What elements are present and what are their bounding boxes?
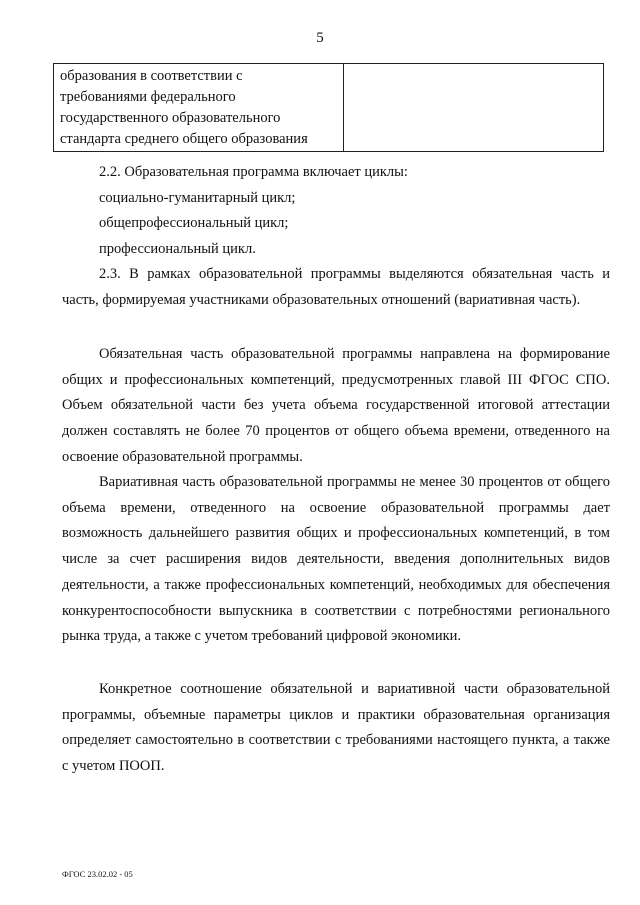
table-line: государственного образовательного — [60, 110, 281, 126]
cycle-item: профессиональный цикл. — [99, 241, 256, 258]
table-cell-left — [54, 64, 344, 152]
ratio-block — [62, 677, 610, 780]
paragraph-mandatory: Обязательная часть образовательной программы направлена на формирование общих и профессиональных компетенций, предусмотренных главой III ФГОС СПО. Объем обязательной части без учета объема государственной итоговой аттестации должен составлять не более 70 процентов от общего объема времени, отведенного на освоение образовательной программы. — [62, 346, 610, 465]
continuation-table — [53, 63, 604, 152]
table-line: образования в соответствии с — [60, 68, 243, 84]
cycle-item: социально-гуманитарный цикл; — [99, 189, 296, 206]
table-cell-right — [344, 64, 604, 152]
section-2-2 — [62, 160, 610, 263]
paragraph-ratio: Конкретное соотношение обязательной и вариативной части образовательной программы, объемные параметры циклов и практики образовательная организация определяет самостоятельно в соответствии с требованиями настоящего пункта, а также с учетом ПООП. — [62, 681, 610, 775]
footer-code: ФГОС 23.02.02 - 05 — [62, 869, 133, 879]
section-2-2-intro: 2.2. Образовательная программа включает циклы: — [99, 164, 408, 180]
table-line: стандарта среднего общего образования — [60, 131, 308, 147]
table-line: требованиями федерального — [60, 89, 236, 105]
section-2-3-block — [62, 262, 610, 313]
variable-block — [62, 470, 610, 650]
cycle-item: общепрофессиональный цикл; — [99, 215, 289, 232]
paragraph-variable: Вариативная часть образовательной программы не менее 30 процентов от общего объема времени, отведенного на освоение образовательной программы дает возможность дальнейшего развития общих и профессиональных компетенций, в том числе за счет расширения видов деятельности, введения дополнительных видов деятельности, а также профессиональных компетенций, необходимых для обеспечения конкурентоспособности выпускника в соответствии с потребностями регионального рынка труда, а также с учетом требований цифровой экономики. — [62, 474, 610, 645]
section-2-3: 2.3. В рамках образовательной программы выделяются обязательная часть и часть, формируемая участниками образовательных отношений (вариативная часть). — [62, 266, 610, 308]
page-number: 5 — [316, 30, 324, 46]
table-row — [54, 64, 604, 152]
mandatory-block — [62, 342, 610, 471]
